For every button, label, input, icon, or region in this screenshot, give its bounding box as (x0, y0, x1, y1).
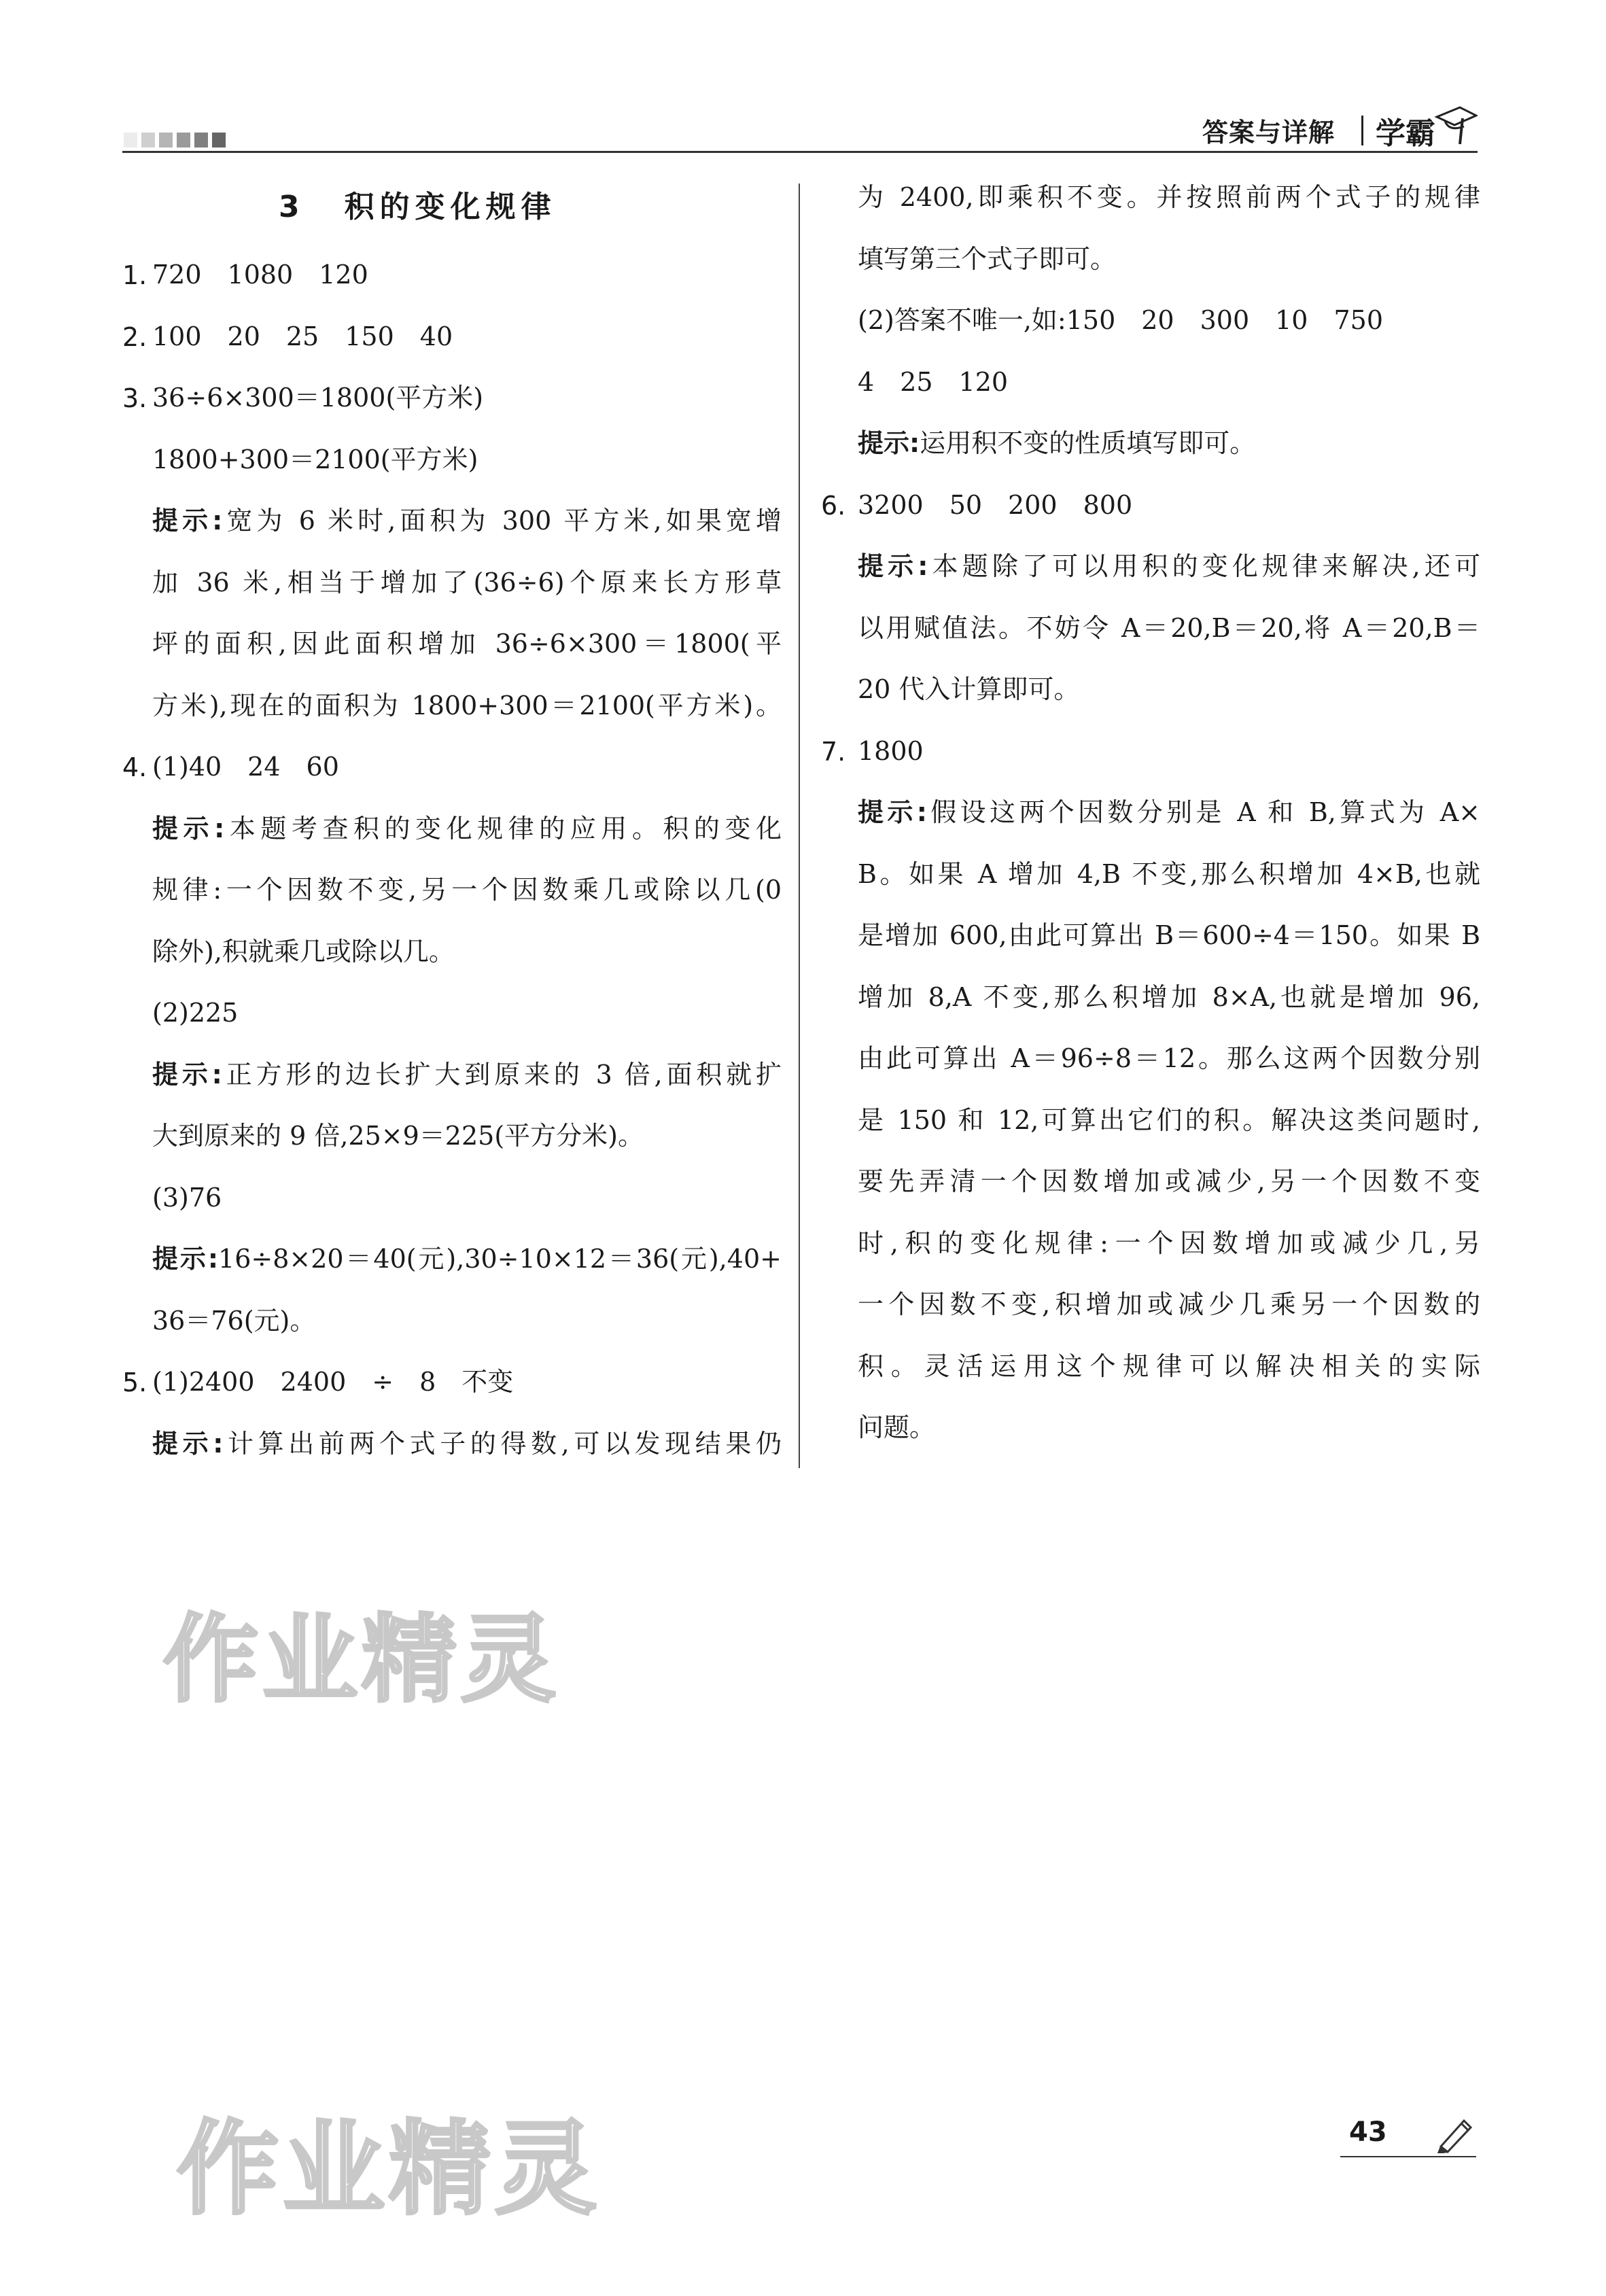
question-number: 3. (122, 383, 147, 413)
tip-label: 提示: (152, 814, 225, 843)
question-number: 6. (821, 491, 846, 521)
answer-line: (3)76 (152, 1183, 222, 1213)
section-title-text: 积的变化规律 (344, 190, 557, 224)
answer-line: 3200 50 200 800 (858, 490, 1133, 520)
question-number: 2. (122, 322, 147, 352)
tip-line: 提示:正方形的边长扩大到原来的 3 倍,面积就扩 (152, 1060, 782, 1090)
question-number: 7. (821, 737, 846, 767)
tip-line: 规律:一个因数不变,另一个因数乘几或除以几(0 (152, 875, 782, 905)
tip-label: 提示: (858, 428, 920, 458)
header-title: 答案与详解 (1202, 118, 1336, 147)
answer-line: 100 20 25 150 40 (152, 321, 453, 351)
tip-line: 是增加 600,由此可算出 B＝600÷4＝150。如果 B (858, 920, 1480, 950)
page-number: 43 (1349, 2117, 1387, 2148)
question-number: 5. (122, 1368, 147, 1397)
tip-label: 提示: (858, 551, 928, 581)
answer-line: 1800+300＝2100(平方米) (152, 445, 478, 474)
tip-line: 加 36 米,相当于增加了(36÷6)个原来长方形草 (152, 568, 782, 597)
header-rule (122, 151, 1478, 153)
tip-label: 提示: (152, 1429, 224, 1459)
answer-line: (2)答案不唯一,如:150 20 300 10 750 (858, 305, 1384, 335)
section-title (279, 182, 557, 226)
answer-line: 36÷6×300＝1800(平方米) (152, 383, 484, 413)
graduation-cap-icon (1433, 102, 1478, 150)
header-square-6 (212, 133, 226, 147)
tip-line: 是 150 和 12,可算出它们的积。解决这类问题时, (858, 1105, 1480, 1135)
question-number: 4. (122, 752, 147, 782)
tip-line: 提示:假设这两个因数分别是 A 和 B,算式为 A× (858, 797, 1480, 827)
tip-line: 一个因数不变,积增加或减少几乘另一个因数的 (858, 1289, 1480, 1319)
page-number-rule (1340, 2156, 1476, 2157)
header-square-3 (159, 133, 173, 147)
tip-line: 提示:本题除了可以用积的变化规律来解决,还可 (858, 551, 1480, 581)
tip-line: 填写第三个式子即可。 (858, 244, 1117, 274)
tip-line: 为 2400,即乘积不变。并按照前两个式子的规律 (858, 182, 1480, 212)
tip-line: 以用赋值法。不妨令 A＝20,B＝20,将 A＝20,B＝ (858, 613, 1480, 643)
header-square-2 (141, 133, 155, 147)
column-divider (799, 184, 800, 1468)
tip-line: 积。灵活运用这个规律可以解决相关的实际 (858, 1351, 1480, 1381)
header-square-5 (194, 133, 208, 147)
tip-line: 除外),积就乘几或除以几。 (152, 937, 455, 967)
tip-line: 提示:本题考查积的变化规律的应用。积的变化 (152, 814, 782, 843)
tip-line: 由此可算出 A＝96÷8＝12。那么这两个因数分别 (858, 1043, 1480, 1073)
answer-line: (1)2400 2400 ÷ 8 不变 (152, 1367, 514, 1397)
header-square-4 (177, 133, 190, 147)
tip-label: 提示: (152, 1244, 219, 1274)
pencil-icon (1434, 2114, 1478, 2153)
tip-label: 提示: (858, 797, 927, 827)
tip-line: 方米),现在的面积为 1800+300＝2100(平方米)。 (152, 691, 782, 720)
tip-line: 时,积的变化规律:一个因数增加或减少几,另 (858, 1228, 1480, 1258)
tip-line: 提示:宽为 6 米时,面积为 300 平方米,如果宽增 (152, 506, 782, 536)
header-separator (1361, 116, 1363, 145)
header-square-1 (124, 133, 137, 147)
answer-line: 720 1080 120 (152, 260, 368, 290)
tip-line: 要先弄清一个因数增加或减少,另一个因数不变 (858, 1166, 1480, 1196)
tip-line: 提示:计算出前两个式子的得数,可以发现结果仍 (152, 1429, 782, 1459)
watermark: 作业精灵 (163, 1605, 561, 1716)
tip-line: 20 代入计算即可。 (858, 674, 1080, 704)
answer-line: (1)40 24 60 (152, 752, 339, 782)
tip-label: 提示: (152, 1060, 222, 1090)
tip-line: 提示:运用积不变的性质填写即可。 (858, 428, 1256, 458)
section-number: 3 (279, 190, 300, 224)
answer-line: 1800 (858, 736, 924, 766)
header-brand: 学霸 (1376, 116, 1435, 151)
tip-line: 问题。 (858, 1412, 936, 1442)
answer-line: 4 25 120 (858, 367, 1009, 397)
answer-line: (2)225 (152, 998, 239, 1028)
tip-line: 大到原来的 9 倍,25×9＝225(平方分米)。 (152, 1121, 644, 1151)
tip-line: 坪的面积,因此面积增加 36÷6×300＝1800(平 (152, 629, 782, 659)
question-number: 1. (122, 260, 147, 290)
watermark: 作业精灵 (177, 2110, 601, 2229)
tip-line: 提示:16÷8×20＝40(元),30÷10×12＝36(元),40+ (152, 1244, 782, 1274)
tip-line: 36＝76(元)。 (152, 1306, 316, 1336)
tip-label: 提示: (152, 506, 223, 536)
tip-line: B。如果 A 增加 4,B 不变,那么积增加 4×B,也就 (858, 859, 1480, 889)
tip-line: 增加 8,A 不变,那么积增加 8×A,也就是增加 96, (858, 982, 1480, 1012)
